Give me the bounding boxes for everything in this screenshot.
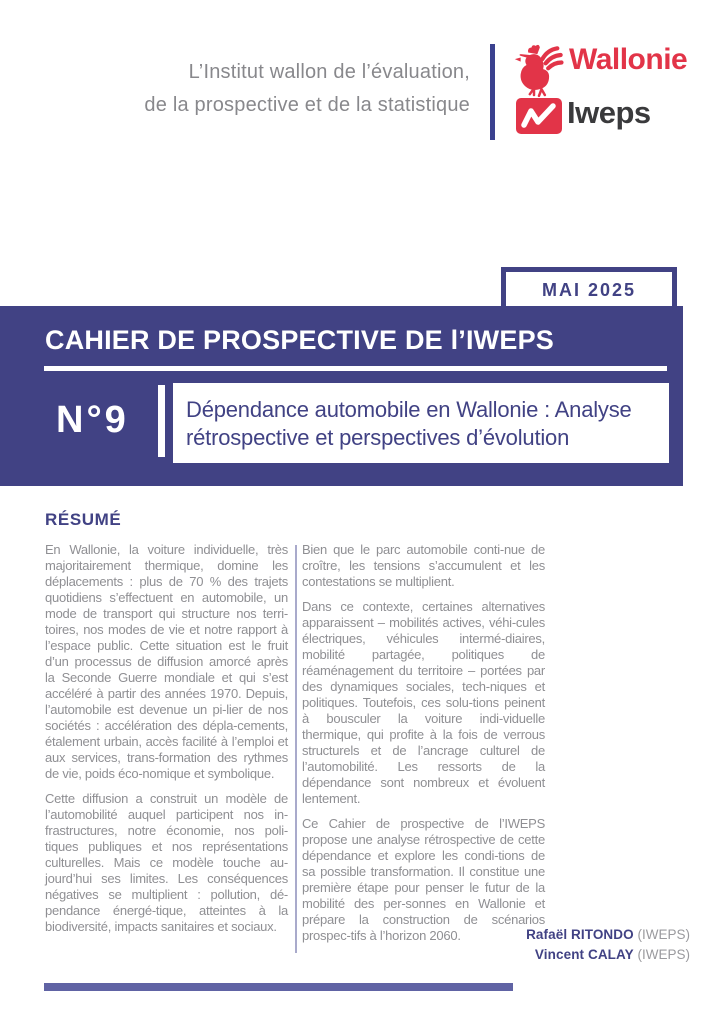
institute-tagline [144, 56, 470, 122]
paragraph: En Wallonie, la voiture individuelle, très majoritairement thermique, domine les déplacements : plus de 70 % des trajets quotidiens s’effectuent en automobile, un mode de transport qui structure nos terri-toires, nos modes de vie et notre rapport à l’espace public. Cette situation est le fruit d’un processus de diffusion amorcé après la Seconde Guerre mondiale et qui s’est accéléré à partir des années 1970. Depuis, l’automobile est devenue un pi-lier de nos sociétés : accélération des dépla-cements, étalement urbain, accès facilité à l’emploi et aux services, trans-formation des rythmes de vie, poids éco-nomique et symbolique. [45, 542, 288, 781]
issue-number: N°9 [56, 399, 129, 441]
author-line [526, 925, 690, 945]
iweps-wordmark: Iweps [567, 95, 651, 130]
issue-title-line1: Dépendance automobile en Wallonie : Analyse [186, 397, 632, 422]
paragraph: Cette diffusion a construit un modèle de l’automobilité auquel participent nos in-frastructures, notre économie, nos poli-tiques publiques et nos représentations culturelles. Mais ce modèle touche au-jourd’hui ses limites. Les conséquences négatives se multiplient : pollution, dé-pendance énergé-tique, atteintes à la biodiversité, impacts sanitaires et sociaux. [45, 791, 288, 934]
iweps-chart-icon [516, 98, 562, 134]
date-badge-label: MAI 2025 [541, 280, 637, 300]
wallonie-wordmark: Wallonie [569, 43, 688, 76]
paragraph: Bien que le parc automobile conti-nue de croître, les tensions s’accumulent et les contestations se multiplient. [302, 542, 545, 589]
paragraph: Ce Cahier de prospective de l’IWEPS propose une analyse rétrospective de cette dépendance et explore les condi-tions de sa possible transformation. Il constitue une première étape pour penser le futur de la mobilité des per-sonnes en Wallonie et prépare la construction de scénarios prospec-tifs à l’horizon 2060. [302, 816, 545, 943]
institute-tagline-line1: L’Institut wallon de l’évaluation, [188, 61, 470, 83]
authors-block [526, 925, 690, 965]
logo-divider-bar [490, 44, 495, 140]
author-line [526, 945, 690, 965]
paragraph: Dans ce contexte, certaines alternatives apparaissent – mobilités actives, véhi-cules électriques, véhicules intermé-diaires, mobilité partagée, politiques de réaménagement du territoire – portées par des dynamiques sociales, tech-niques et politiques. Toutefois, ces solu-tions peinent à bousculer la voiture indi-viduelle thermique, qui profite à la fois de verrous structurels et de l’ancrage culturel de l’automobilité. Les ressorts de la dépendance sont nombreux et évoluent lentement. [302, 599, 545, 806]
summary-columns [45, 542, 545, 953]
date-badge [501, 267, 677, 309]
author-affiliation: (IWEPS) [633, 927, 690, 942]
issue-title-box [173, 383, 669, 463]
series-banner [0, 306, 683, 486]
author-affiliation: (IWEPS) [633, 947, 690, 962]
summary-heading: RÉSUMÉ [45, 510, 122, 529]
institute-tagline-line2: de la prospective et de la statistique [144, 94, 470, 116]
series-title: CAHIER DE PROSPECTIVE DE l’IWEPS [45, 325, 554, 355]
column-divider [295, 545, 297, 953]
summary-right-column [302, 542, 545, 953]
walloon-rooster-icon [514, 42, 564, 98]
author-name: Vincent CALAY [534, 947, 634, 962]
issue-title-line2: rétrospective et perspectives d’évolution [186, 425, 570, 450]
issue-divider-bar [158, 385, 165, 457]
banner-rule [44, 366, 667, 371]
author-name: Rafaël RITONDO [526, 927, 634, 942]
summary-left-column [45, 542, 288, 953]
footer-accent-bar [44, 983, 513, 991]
